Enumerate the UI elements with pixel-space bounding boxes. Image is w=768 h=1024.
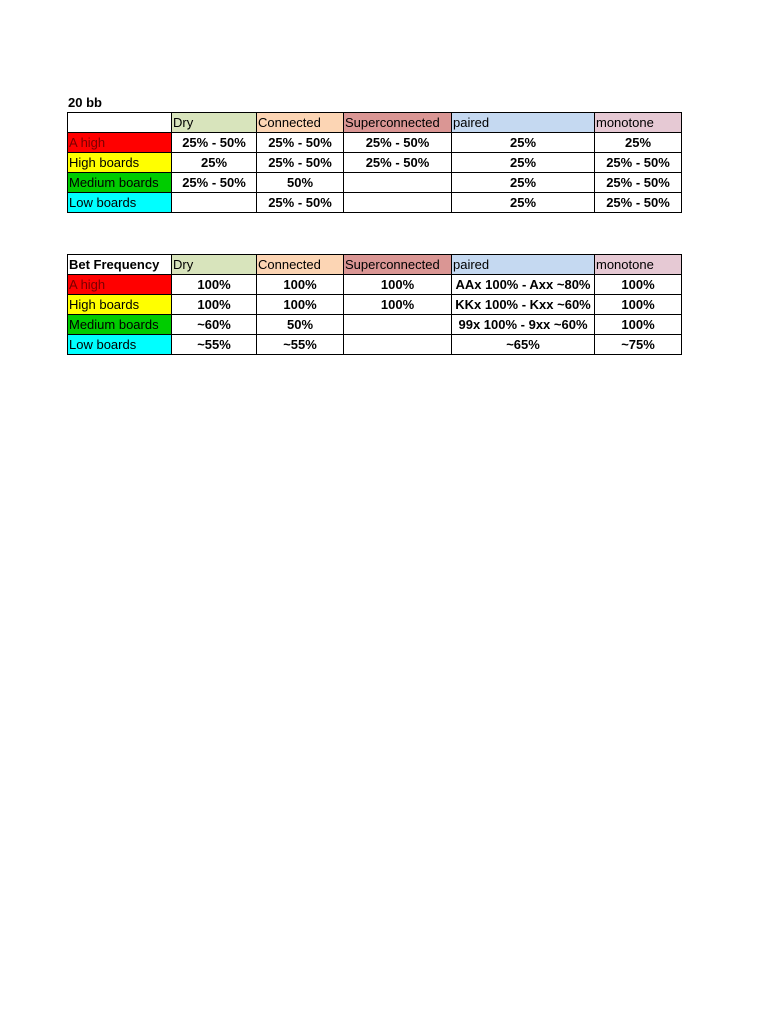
table-cell[interactable]: 100% xyxy=(344,295,452,315)
table-cell[interactable]: 99x 100% - 9xx ~60% xyxy=(452,315,595,335)
table-cell[interactable]: 25% xyxy=(452,193,595,213)
table-cell[interactable]: 50% xyxy=(257,173,344,193)
row-label-low-boards[interactable]: Low boards xyxy=(68,335,172,355)
table-cell[interactable]: 25% - 50% xyxy=(257,193,344,213)
table-header-row xyxy=(68,113,682,133)
row-label-high-boards[interactable]: High boards xyxy=(68,153,172,173)
table-cell[interactable]: 100% xyxy=(595,315,682,335)
bet-frequency-table xyxy=(67,254,682,355)
table-cell[interactable] xyxy=(344,335,452,355)
table-cell[interactable]: 100% xyxy=(595,295,682,315)
row-label-a-high[interactable]: A high xyxy=(68,275,172,295)
table-cell[interactable]: 25% - 50% xyxy=(595,173,682,193)
row-label-low-boards[interactable]: Low boards xyxy=(68,193,172,213)
table-row xyxy=(68,275,682,295)
table-cell[interactable]: 25% - 50% xyxy=(344,153,452,173)
table-cell[interactable] xyxy=(172,193,257,213)
bet-frequency-label[interactable]: Bet Frequency xyxy=(68,255,172,275)
table-cell[interactable]: 100% xyxy=(172,275,257,295)
table-cell[interactable]: 25% - 50% xyxy=(344,133,452,153)
table-cell[interactable]: 25% - 50% xyxy=(595,193,682,213)
table-cell[interactable]: 100% xyxy=(257,295,344,315)
table1-caption: 20 bb xyxy=(68,95,102,110)
table-cell[interactable] xyxy=(344,315,452,335)
table-row xyxy=(68,193,682,213)
table-cell[interactable]: 25% - 50% xyxy=(257,153,344,173)
table-cell[interactable]: 100% xyxy=(344,275,452,295)
table-cell[interactable]: 50% xyxy=(257,315,344,335)
table-cell[interactable]: 100% xyxy=(595,275,682,295)
row-label-medium-boards[interactable]: Medium boards xyxy=(68,315,172,335)
table-cell[interactable]: ~75% xyxy=(595,335,682,355)
table-cell[interactable]: ~55% xyxy=(257,335,344,355)
table-cell[interactable] xyxy=(344,173,452,193)
header-paired[interactable]: paired xyxy=(452,255,595,275)
table-cell[interactable]: 25% - 50% xyxy=(172,133,257,153)
row-label-high-boards[interactable]: High boards xyxy=(68,295,172,315)
table-cell[interactable] xyxy=(344,193,452,213)
table-cell[interactable]: 25% - 50% xyxy=(595,153,682,173)
header-connected[interactable]: Connected xyxy=(257,255,344,275)
table-cell[interactable]: KKx 100% - Kxx ~60% xyxy=(452,295,595,315)
table-cell[interactable]: 100% xyxy=(257,275,344,295)
bet-size-table xyxy=(67,112,682,213)
header-connected[interactable]: Connected xyxy=(257,113,344,133)
row-label-medium-boards[interactable]: Medium boards xyxy=(68,173,172,193)
table-cell[interactable]: 25% xyxy=(452,173,595,193)
table-header-row xyxy=(68,255,682,275)
header-dry[interactable]: Dry xyxy=(172,113,257,133)
table-row xyxy=(68,133,682,153)
header-superconnected[interactable]: Superconnected xyxy=(344,113,452,133)
table-row xyxy=(68,315,682,335)
corner-cell[interactable] xyxy=(68,113,172,133)
table-cell[interactable]: 25% - 50% xyxy=(172,173,257,193)
table-cell[interactable]: 100% xyxy=(172,295,257,315)
table-cell[interactable]: 25% xyxy=(452,133,595,153)
table-cell[interactable]: 25% xyxy=(172,153,257,173)
header-dry[interactable]: Dry xyxy=(172,255,257,275)
table-cell[interactable]: ~60% xyxy=(172,315,257,335)
table-cell[interactable]: ~55% xyxy=(172,335,257,355)
table-cell[interactable]: 25% - 50% xyxy=(257,133,344,153)
table-row xyxy=(68,153,682,173)
row-label-a-high[interactable]: A high xyxy=(68,133,172,153)
header-monotone[interactable]: monotone xyxy=(595,113,682,133)
header-monotone[interactable]: monotone xyxy=(595,255,682,275)
header-paired[interactable]: paired xyxy=(452,113,595,133)
table-cell[interactable]: 25% xyxy=(452,153,595,173)
header-superconnected[interactable]: Superconnected xyxy=(344,255,452,275)
table-cell[interactable]: ~65% xyxy=(452,335,595,355)
table-row xyxy=(68,335,682,355)
table-row xyxy=(68,173,682,193)
table-cell[interactable]: 25% xyxy=(595,133,682,153)
table-row xyxy=(68,295,682,315)
table-cell[interactable]: AAx 100% - Axx ~80% xyxy=(452,275,595,295)
